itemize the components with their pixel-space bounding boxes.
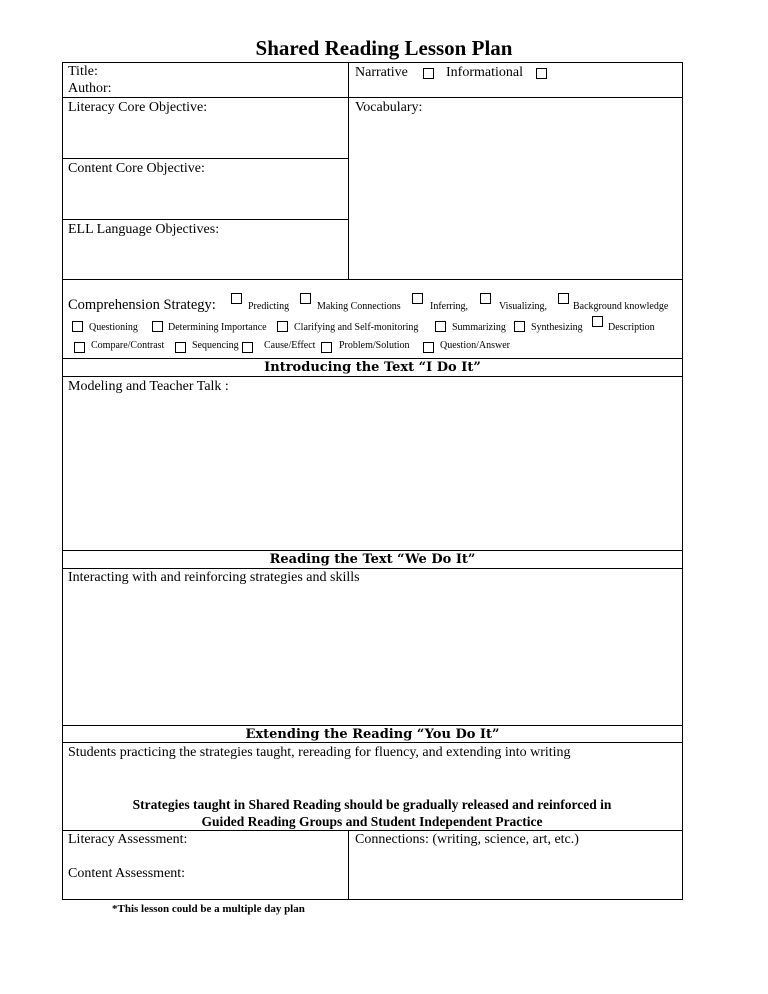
content-objective-label[interactable]: Content Core Objective: [68, 161, 205, 176]
strategy-label: Questioning [89, 322, 138, 333]
content-assessment-label[interactable]: Content Assessment: [68, 866, 186, 881]
strategy-label: Description [608, 322, 655, 333]
strategy-label: Background knowledge [573, 301, 669, 312]
students-practicing-label[interactable]: Students practicing the strategies taught, rereading for fluency, and extending into writing [68, 745, 571, 760]
divider [62, 158, 349, 159]
predicting-checkbox[interactable] [231, 293, 242, 304]
divider [62, 279, 683, 280]
summarizing-checkbox[interactable] [435, 321, 446, 332]
literacy-objective-label[interactable]: Literacy Core Objective: [68, 100, 208, 115]
divider [62, 358, 683, 359]
strategy-label: Summarizing [452, 322, 506, 333]
strategy-label: Cause/Effect [264, 340, 316, 351]
description-checkbox[interactable] [592, 316, 603, 327]
strategy-label: Problem/Solution [339, 340, 410, 351]
questioning-checkbox[interactable] [72, 321, 83, 332]
title-field-label[interactable]: Title: [68, 64, 98, 79]
cause-effect-checkbox[interactable] [242, 342, 253, 353]
divider [62, 725, 683, 726]
strategy-label: Predicting [248, 301, 290, 312]
strategy-label: Sequencing [192, 340, 239, 351]
problem-solution-checkbox[interactable] [321, 342, 332, 353]
divider [62, 219, 349, 220]
visualizing-checkbox[interactable] [480, 293, 491, 304]
author-field-label[interactable]: Author: [68, 81, 112, 96]
top-column-divider [348, 62, 349, 279]
strategy-label: Making Connections [317, 301, 401, 312]
divider [62, 742, 683, 743]
narrative-label: Narrative [355, 65, 408, 80]
extending-heading: Extending the Reading “You Do It” [245, 727, 500, 742]
compare-contrast-checkbox[interactable] [74, 342, 85, 353]
divider [62, 550, 683, 551]
connections-label[interactable]: Connections: (writing, science, art, etc.) [355, 832, 579, 847]
page-title: Shared Reading Lesson Plan [255, 36, 513, 60]
sequencing-checkbox[interactable] [175, 342, 186, 353]
narrative-checkbox[interactable] [423, 68, 434, 79]
question-answer-checkbox[interactable] [423, 342, 434, 353]
footnote: *This lesson could be a multiple day plan [112, 903, 305, 915]
clarifying-checkbox[interactable] [277, 321, 288, 332]
interacting-label[interactable]: Interacting with and reinforcing strategies and skills [68, 570, 360, 585]
strategy-label: Inferring, [430, 301, 469, 312]
background-knowledge-checkbox[interactable] [558, 293, 569, 304]
making-connections-checkbox[interactable] [300, 293, 311, 304]
reading-heading: Reading the Text “We Do It” [269, 552, 476, 567]
release-note-line2: Guided Reading Groups and Student Independent Practice [201, 814, 543, 829]
divider [62, 376, 683, 377]
informational-checkbox[interactable] [536, 68, 547, 79]
strategy-label: Synthesizing [531, 322, 583, 333]
introducing-heading: Introducing the Text “I Do It” [264, 360, 481, 375]
assessment-column-divider [348, 830, 349, 900]
literacy-assessment-label[interactable]: Literacy Assessment: [68, 832, 188, 847]
lesson-plan-form [62, 62, 683, 900]
ell-objective-label[interactable]: ELL Language Objectives: [68, 222, 220, 237]
vocabulary-label[interactable]: Vocabulary: [355, 100, 423, 115]
informational-label: Informational [446, 65, 523, 80]
strategy-label: Clarifying and Self-monitoring [294, 322, 419, 333]
strategy-label: Compare/Contrast [91, 340, 165, 351]
comprehension-strategy-label: Comprehension Strategy: [68, 297, 216, 313]
synthesizing-checkbox[interactable] [514, 321, 525, 332]
release-note-line1: Strategies taught in Shared Reading should be gradually released and reinforced in [132, 797, 612, 812]
inferring-checkbox[interactable] [412, 293, 423, 304]
strategy-label: Determining Importance [168, 322, 267, 333]
divider [62, 97, 683, 98]
determining-importance-checkbox[interactable] [152, 321, 163, 332]
strategy-label: Visualizing, [499, 301, 548, 312]
strategy-label: Question/Answer [440, 340, 510, 351]
modeling-label[interactable]: Modeling and Teacher Talk : [68, 379, 229, 394]
